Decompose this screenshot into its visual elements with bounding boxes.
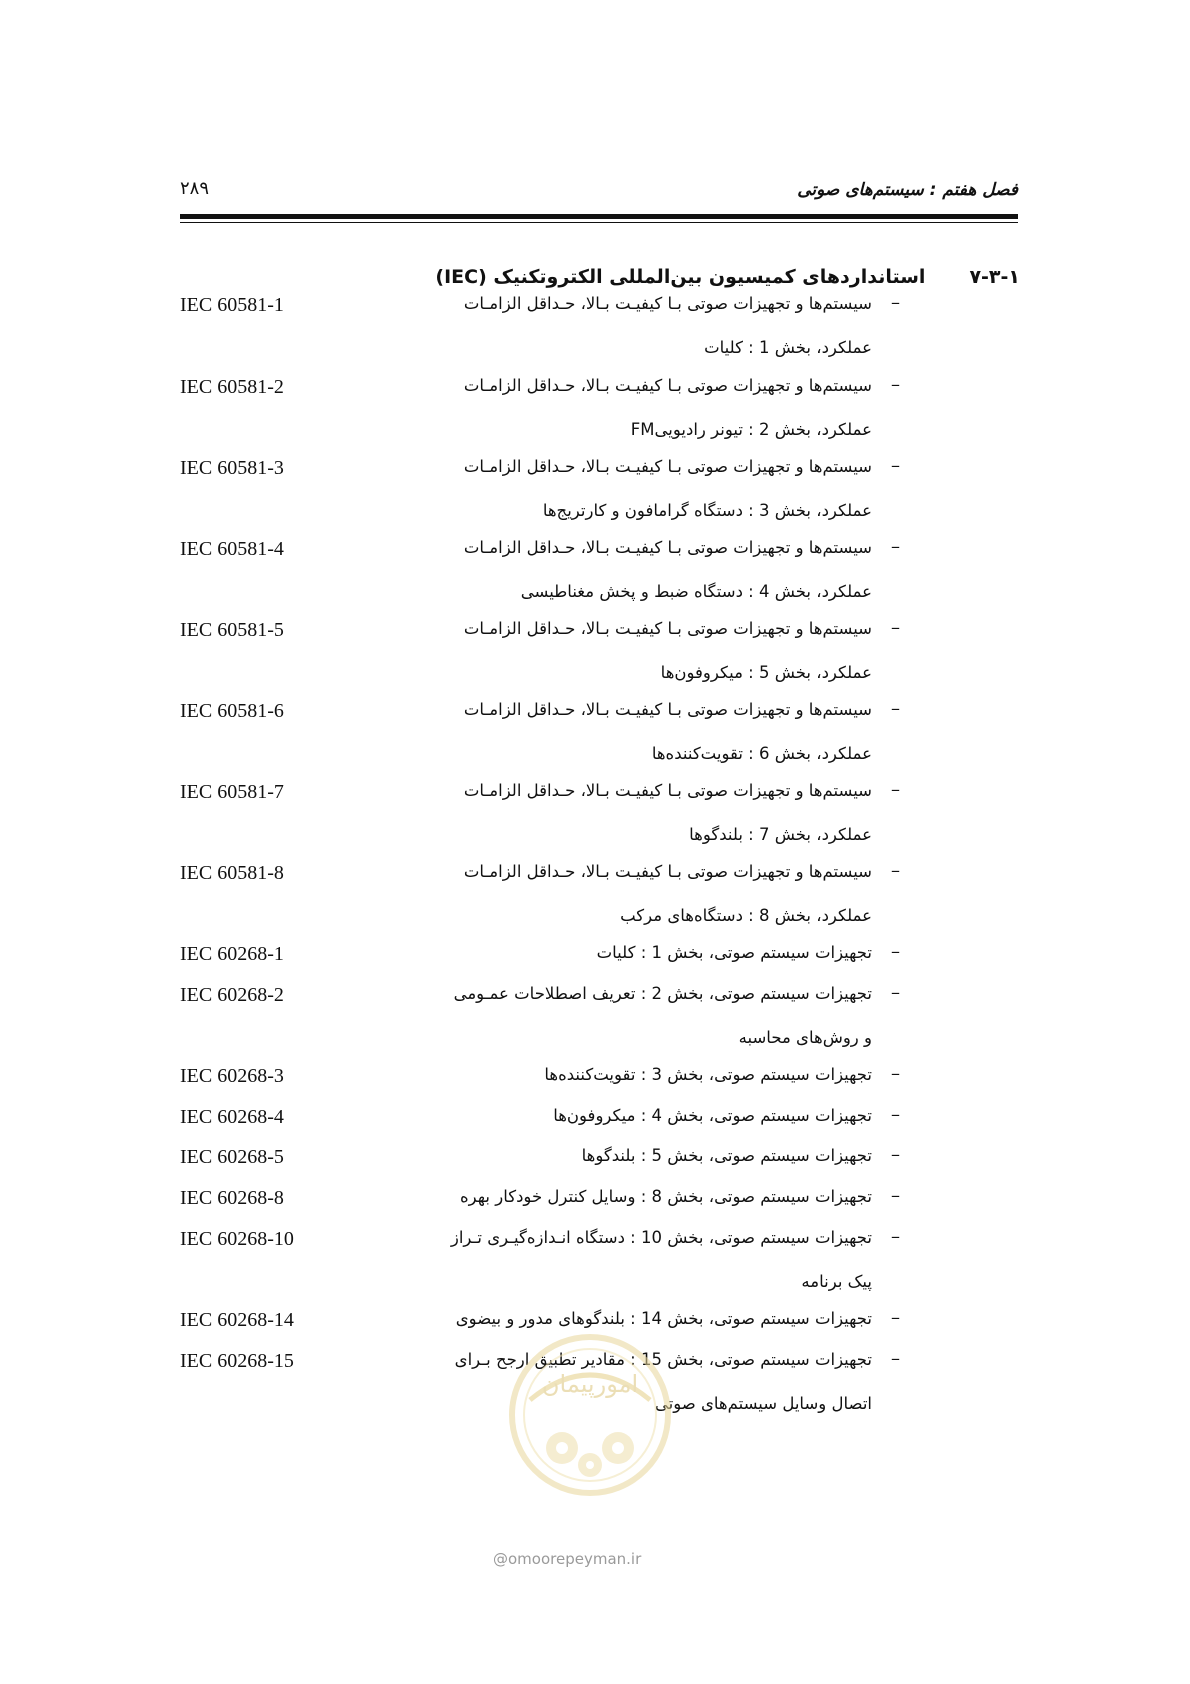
- standard-code: IEC 60268-4: [180, 1106, 284, 1128]
- entry-text-line1: تجهیزات سیستم صوتی، بخش 4 : میکروفون‌ها: [553, 1106, 872, 1125]
- standard-code: IEC 60581-6: [180, 700, 284, 722]
- list-dash: –: [891, 1104, 900, 1125]
- page-number: ۲۸۹: [180, 178, 210, 199]
- list-dash: –: [891, 617, 900, 638]
- list-dash: –: [891, 1063, 900, 1084]
- entry-text-line2: و روش‌های محاسبه: [738, 1028, 872, 1047]
- list-dash: –: [891, 698, 900, 719]
- entry-text-line2: عملکرد، بخش 5 : میکروفون‌ها: [660, 663, 872, 682]
- entry-text-line2: اتصال وسایل سیستم‌های صوتی: [654, 1394, 872, 1413]
- entry-text-line1: تجهیزات سیستم صوتی، بخش 2 : تعریف اصطلاحات عمـومی: [453, 984, 872, 1003]
- list-dash: –: [891, 779, 900, 800]
- entry-text-line1: سیستم‌ها و تجهیزات صوتی بـا کیفیـت بـالا، حـداقل الزامـات: [463, 619, 872, 638]
- entry-text-line2: عملکرد، بخش 2 : تیونر رادیوییFM: [630, 420, 872, 439]
- entry-text-line1: سیستم‌ها و تجهیزات صوتی بـا کیفیـت بـالا، حـداقل الزامـات: [463, 781, 872, 800]
- standard-code: IEC 60268-15: [180, 1350, 294, 1372]
- standard-code: IEC 60581-4: [180, 538, 284, 560]
- standard-code: IEC 60268-10: [180, 1228, 294, 1250]
- standard-code: IEC 60268-5: [180, 1146, 284, 1168]
- standard-code: IEC 60581-2: [180, 376, 284, 398]
- entry-text-line1: سیستم‌ها و تجهیزات صوتی بـا کیفیـت بـالا، حـداقل الزامـات: [463, 538, 872, 557]
- list-dash: –: [891, 1185, 900, 1206]
- entry-text-line2: عملکرد، بخش 3 : دستگاه گرامافون و کارتریج‌ها: [542, 501, 872, 520]
- entry-text-line1: تجهیزات سیستم صوتی، بخش 14 : بلندگوهای مدور و بیضوی: [455, 1309, 872, 1328]
- entry-text-line2: عملکرد، بخش 6 : تقویت‌کننده‌ها: [651, 744, 872, 763]
- standard-code: IEC 60581-1: [180, 294, 284, 316]
- entry-text-line2: عملکرد، بخش 8 : دستگاه‌های مرکب: [620, 906, 872, 925]
- entry-text-line1: سیستم‌ها و تجهیزات صوتی بـا کیفیـت بـالا، حـداقل الزامـات: [463, 457, 872, 476]
- entry-text-line1: تجهیزات سیستم صوتی، بخش 10 : دستگاه انـدازه‌گیـری تـراز: [450, 1228, 872, 1247]
- standard-code: IEC 60581-8: [180, 862, 284, 884]
- standard-code: IEC 60268-14: [180, 1309, 294, 1331]
- entry-text-line1: سیستم‌ها و تجهیزات صوتی بـا کیفیـت بـالا، حـداقل الزامـات: [463, 376, 872, 395]
- list-dash: –: [891, 1348, 900, 1369]
- list-dash: –: [891, 1307, 900, 1328]
- standard-code: IEC 60268-8: [180, 1187, 284, 1209]
- list-dash: –: [891, 536, 900, 557]
- section-title: استانداردهای کمیسیون بین‌المللی الکتروتکنیک (IEC): [435, 266, 926, 288]
- list-dash: –: [891, 1144, 900, 1165]
- section-number: ۷-۳-۱: [969, 266, 1020, 288]
- watermark-logo-icon: [490, 1330, 690, 1505]
- entry-text-line1: تجهیزات سیستم صوتی، بخش 15 : مقادیر تطبیق ارجح بـرای: [454, 1350, 872, 1369]
- entry-text-line1: سیستم‌ها و تجهیزات صوتی بـا کیفیـت بـالا، حـداقل الزامـات: [463, 294, 872, 313]
- list-dash: –: [891, 1226, 900, 1247]
- list-dash: –: [891, 292, 900, 313]
- standard-code: IEC 60581-7: [180, 781, 284, 803]
- list-dash: –: [891, 941, 900, 962]
- entry-text-line2: عملکرد، بخش 4 : دستگاه ضبط و پخش مغناطیسی: [520, 582, 872, 601]
- entry-text-line2: پیک برنامه: [801, 1272, 872, 1291]
- entry-text-line2: عملکرد، بخش 1 : کلیات: [704, 338, 872, 357]
- list-dash: –: [891, 982, 900, 1003]
- list-dash: –: [891, 455, 900, 476]
- entry-text-line1: تجهیزات سیستم صوتی، بخش 3 : تقویت‌کننده‌ها: [544, 1065, 872, 1084]
- entry-text-line1: سیستم‌ها و تجهیزات صوتی بـا کیفیـت بـالا، حـداقل الزامـات: [463, 700, 872, 719]
- standard-code: IEC 60581-5: [180, 619, 284, 641]
- entry-text-line1: تجهیزات سیستم صوتی، بخش 1 : کلیات: [596, 943, 872, 962]
- chapter-title: فصل هفتم : سیستم‌های صوتی: [797, 180, 1018, 200]
- standard-code: IEC 60268-2: [180, 984, 284, 1006]
- standard-code: IEC 60268-3: [180, 1065, 284, 1087]
- entry-text-line1: تجهیزات سیستم صوتی، بخش 8 : وسایل کنترل خودکار بهره: [460, 1187, 872, 1206]
- entry-text-line1: سیستم‌ها و تجهیزات صوتی بـا کیفیـت بـالا، حـداقل الزامـات: [463, 862, 872, 881]
- entry-text-line2: عملکرد، بخش 7 : بلندگوها: [689, 825, 872, 844]
- entry-text-line1: تجهیزات سیستم صوتی، بخش 5 : بلندگوها: [581, 1146, 872, 1165]
- watermark-url: @omoorepeyman.ir: [493, 1550, 642, 1568]
- standard-code: IEC 60581-3: [180, 457, 284, 479]
- standard-code: IEC 60268-1: [180, 943, 284, 965]
- list-dash: –: [891, 860, 900, 881]
- watermark-logo-text: امورپیمان: [541, 1370, 639, 1398]
- list-dash: –: [891, 374, 900, 395]
